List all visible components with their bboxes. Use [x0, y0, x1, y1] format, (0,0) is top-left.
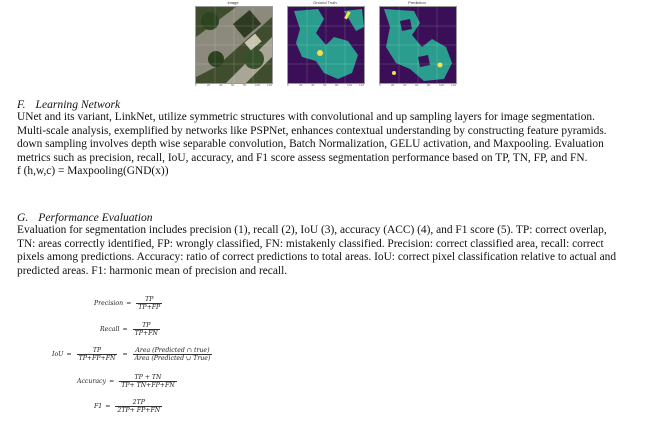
section-g-heading	[17, 211, 153, 224]
tick-label: 0	[287, 83, 289, 87]
section-f-number: F.	[17, 98, 26, 111]
f1-equation: F1 = $\frac{2TP}{2TP+ FP+FN}$	[94, 399, 161, 414]
segmentation-figure	[193, 0, 461, 88]
prediction-mask	[380, 7, 456, 83]
aerial-photo	[196, 7, 272, 83]
section-g-body	[17, 224, 637, 278]
tick-label: 40	[311, 83, 315, 87]
recall-equation: Recall = $\frac{TP}{TP+FN}$	[100, 322, 158, 337]
tick-label: 80	[335, 83, 339, 87]
panel-title-image: Image	[227, 0, 239, 5]
prediction-panel	[379, 6, 457, 84]
tick-label: 120	[267, 83, 273, 87]
section-f-heading	[17, 98, 120, 111]
section-f-line: metrics such as precision, recall, IoU, accuracy, and F1 score assess segmentation performance based on TP, TN, FP, and FN.	[17, 151, 588, 164]
tick-label: 20	[299, 83, 303, 87]
precision-equation: Precision = $\frac{TP}{TP+FP}$	[94, 296, 161, 311]
tick-label: 100	[255, 83, 261, 87]
tick-label: 120	[359, 83, 365, 87]
tick-label: 20	[207, 83, 211, 87]
iou-equation: IoU = $\frac{TP}{TP+FP+FN}$ = $\frac{\text{Area (Predicted ∩ true)}}{\text{Area (Predicted ∪ True)}}$	[52, 347, 211, 362]
tick-label: 0	[379, 83, 381, 87]
tick-label: 40	[219, 83, 223, 87]
section-g-line: TN: areas correctly identified, FP: wrongly classified, FN: mistakenly classified. Precision: correct classified area, recall: correct	[17, 237, 604, 250]
section-g-line: pixels among predictions. Accuracy: ratio of correct predictions to total areas. IoU: correct pixel classification relative to actual and	[17, 251, 617, 264]
tick-label: 80	[243, 83, 247, 87]
tick-label: 100	[439, 83, 445, 87]
section-f-title: Learning Network	[35, 98, 121, 111]
tick-label: 120	[451, 83, 457, 87]
section-f-line: down sampling involves depth wise separable convolution, Batch Normalization, GELU activation, and Maxpooling. Evaluation	[17, 138, 604, 151]
tick-label: 60	[415, 83, 419, 87]
image-panel	[195, 6, 273, 84]
accuracy-equation: Accuracy = $\frac{TP + TN}{TP+ TN+FP+FN}$	[77, 374, 175, 389]
tick-label: 60	[323, 83, 327, 87]
tick-label: 40	[403, 83, 407, 87]
panel-title-ground-truth: Ground Truth	[313, 0, 337, 5]
tick-label: 60	[231, 83, 235, 87]
section-f-body	[17, 111, 637, 179]
tick-label: 20	[391, 83, 395, 87]
tick-label: 100	[347, 83, 353, 87]
ground-truth-panel	[287, 6, 365, 84]
section-f-line: Multi-scale analysis, exemplified by networks like PSPNet, enhances contextual understanding by constructing feature pyramids.	[17, 124, 607, 137]
section-g-number: G.	[17, 211, 29, 224]
tick-label: 0	[195, 83, 197, 87]
tick-label: 80	[427, 83, 431, 87]
section-g-line: predicted areas. F1: harmonic mean of precision and recall.	[17, 264, 288, 277]
ground-truth-mask	[288, 7, 364, 83]
panel-title-prediction: Prediction	[408, 0, 426, 5]
section-g-line: Evaluation for segmentation includes precision (1), recall (2), IoU (3), accuracy (ACC) (4), and F1 score (5). TP: correct overlap,	[17, 224, 607, 236]
section-f-line: UNet and its variant, LinkNet, utilize symmetric structures with convolutional and up sampling layers for image segmentation.	[17, 111, 595, 123]
section-f-formula: f (h,w,c) = Maxpooling(GND(x))	[17, 165, 169, 178]
section-g-title: Performance Evaluation	[38, 211, 153, 224]
